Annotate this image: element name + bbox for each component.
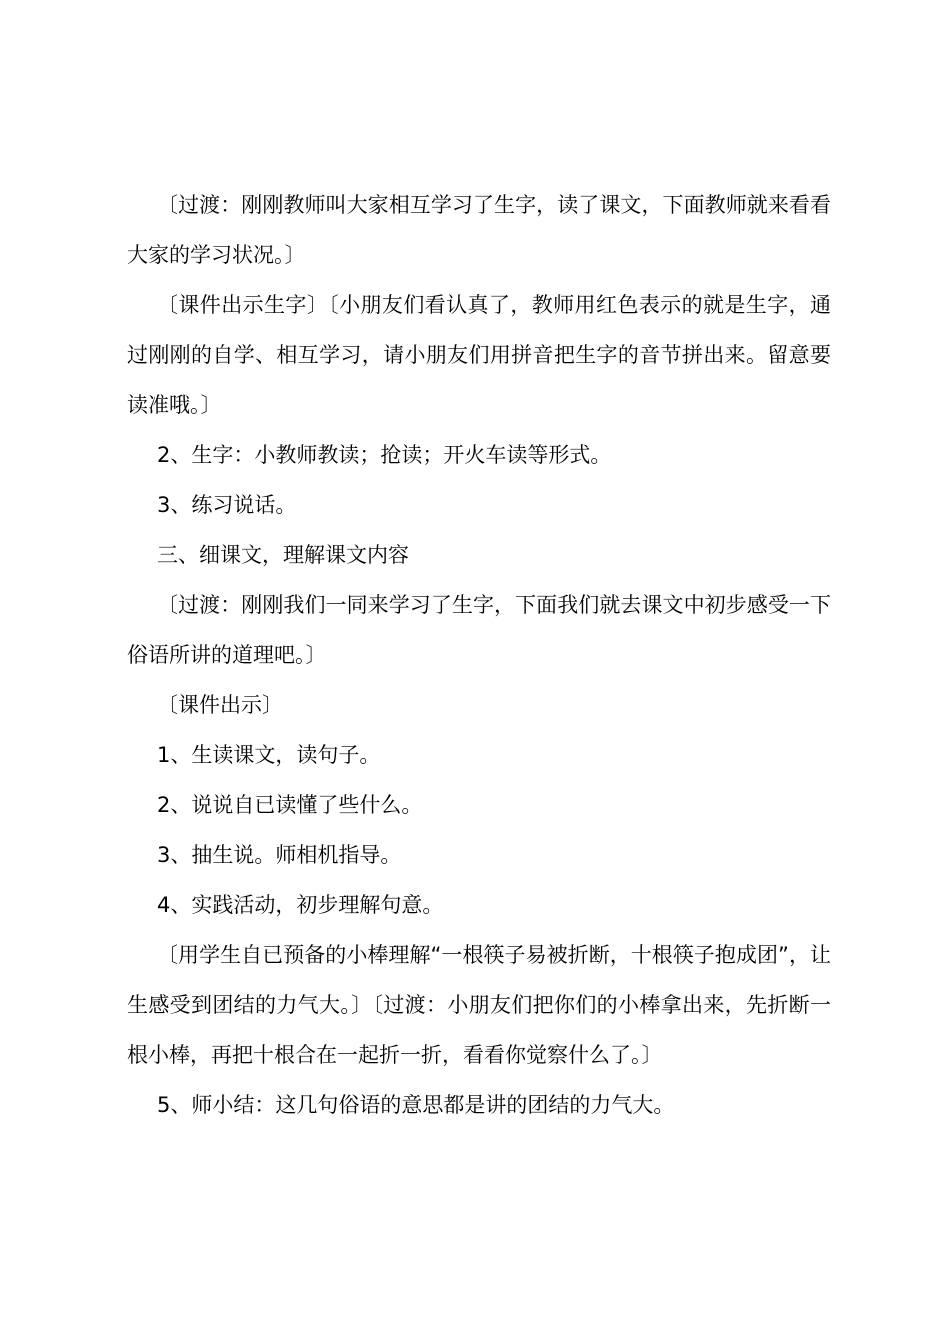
list-item-2: 2、说说自已读懂了些什么。 [157,793,423,817]
paragraph-courseware-show: 〔课件出示〕 [157,693,283,717]
paragraph-transition-2: 〔过渡：刚刚我们一同来学习了生字，下面我们就去课文中初步感受一下俗语所讲的道理吧。〕 [127,593,831,667]
list-item-3: 3、抽生说。师相机指导。 [157,843,402,867]
list-item-1: 1、生读课文，读句子。 [157,743,381,767]
list-item-5: 5、师小结：这几句俗语的意思都是讲的团结的力气大。 [157,1093,675,1117]
paragraph-activity: 〔用学生自已预备的小棒理解“一根筷子易被折断，十根筷子抱成团”，让生感受到团结的力气大。〕〔过渡：小朋友们把你们的小棒拿出来，先折断一根小棒，再把十根合在一起折一折，看看你觉察什么了。〕 [127,943,831,1067]
paragraph-courseware-characters: 〔课件出示生字〕〔小朋友们看认真了，教师用红色表示的就是生字，通过刚刚的自学、相互学习，请小朋友们用拼音把生字的音节拼出来。留意要读准哦。〕 [127,293,831,417]
document-page [127,180,831,1130]
paragraph-step-3: 3、练习说话。 [157,493,297,517]
paragraph-step-2: 2、生字：小教师教读；抢读；开火车读等形式。 [157,443,612,467]
paragraph-transition-1: 〔过渡：刚刚教师叫大家相互学习了生字，读了课文，下面教师就来看看大家的学习状况。〕 [127,193,831,267]
section-heading-3: 三、细课文，理解课文内容 [157,543,409,567]
list-item-4: 4、实践活动，初步理解句意。 [157,893,444,917]
